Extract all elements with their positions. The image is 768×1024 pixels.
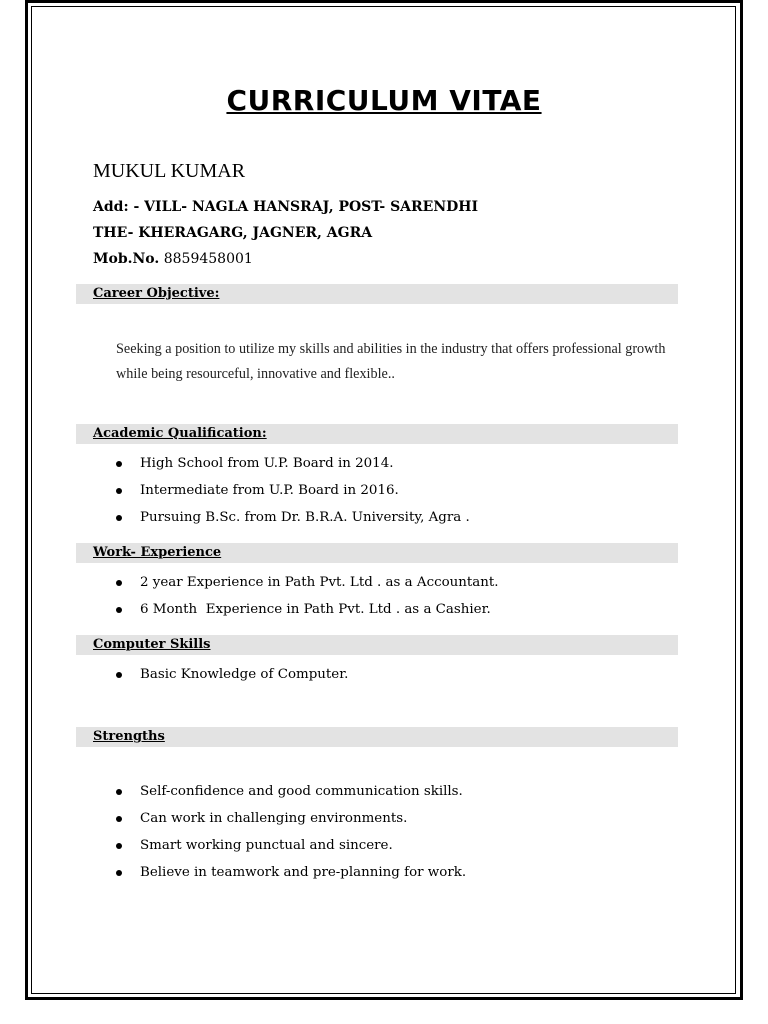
- section-heading-career-objective: Career Objective:: [93, 286, 220, 301]
- section-heading-computer: Computer Skills: [93, 637, 211, 652]
- list-item: Self-confidence and good communication skills.: [112, 783, 466, 810]
- section-work-experience: [76, 543, 678, 563]
- list-item: Basic Knowledge of Computer.: [112, 666, 348, 693]
- address-line-1: Add: - VILL- NAGLA HANSRAJ, POST- SARENDHI: [93, 199, 479, 215]
- section-strengths: [76, 727, 678, 747]
- list-item: Intermediate from U.P. Board in 2016.: [112, 482, 470, 509]
- list-item: 2 year Experience in Path Pvt. Ltd . as a Accountant.: [112, 574, 499, 601]
- section-heading-strengths: Strengths: [93, 729, 165, 744]
- document-title: CURRICULUM VITAE: [226, 84, 542, 117]
- academic-list: [112, 455, 470, 536]
- list-item: Smart working punctual and sincere.: [112, 837, 466, 864]
- computer-list: [112, 666, 348, 693]
- work-list: [112, 574, 499, 628]
- address-line-2: THE- KHERAGARG, JAGNER, AGRA: [93, 225, 373, 241]
- list-item: Pursuing B.Sc. from Dr. B.R.A. University, Agra .: [112, 509, 470, 536]
- list-item: Believe in teamwork and pre-planning for work.: [112, 864, 466, 891]
- section-career-objective: [76, 284, 678, 304]
- strengths-list: [112, 783, 466, 891]
- list-item: Can work in challenging environments.: [112, 810, 466, 837]
- section-computer-skills: [76, 635, 678, 655]
- candidate-name: MUKUL KUMAR: [93, 160, 246, 182]
- list-item: 6 Month Experience in Path Pvt. Ltd . as a Cashier.: [112, 601, 499, 628]
- section-heading-work: Work- Experience: [93, 545, 222, 560]
- mobile-value: 8859458001: [159, 251, 253, 267]
- section-heading-academic: Academic Qualification:: [93, 426, 267, 441]
- mobile-number: [93, 251, 253, 267]
- career-objective-text: Seeking a position to utilize my skills and abilities in the industry that offers professional growth while being resourceful, innovative and flexible..: [116, 341, 666, 382]
- section-academic: [76, 424, 678, 444]
- mobile-label: Mob.No.: [93, 251, 160, 267]
- list-item: High School from U.P. Board in 2014.: [112, 455, 470, 482]
